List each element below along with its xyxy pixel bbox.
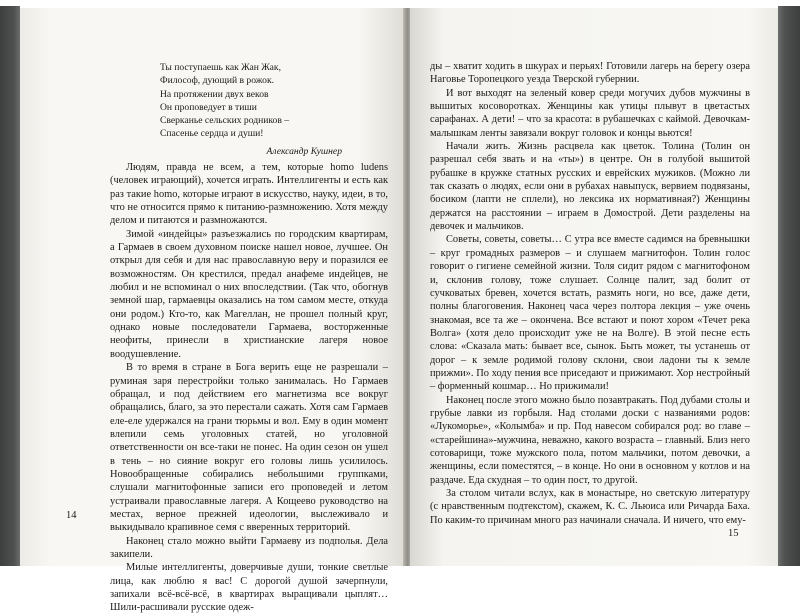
epigraph-line: Философ, дующий в рожок. <box>160 75 275 87</box>
right-page-body <box>430 60 750 527</box>
paragraph: Людям, правда не всем, а тем, которые homo ludens (человек играющий), хочется играть. Интеллигенты и есть как раз такие homo, которые играют в искусство, науку, идеи, в то, что не относится прямо к питанию-размножению. Хотя между делом и питаются и размножаются. <box>110 162 388 227</box>
paragraph: Наконец стало можно выйти Гармаеву из подполья. Дела закипели. <box>110 535 388 560</box>
book-cover-edge-right <box>778 6 800 566</box>
epigraph-line: Он проповедует в тиши <box>160 101 257 113</box>
left-page <box>20 8 405 614</box>
right-page <box>410 8 778 566</box>
paragraph: И вот выходят на зеленый ковер среди могучих дубов мужчины в вышитых косоворотках. Женщины как утицы плывут в цветастых сарафанах. А дети! – что за красота: в рубашечках с каймой. Девочкам-малышкам ленты завязали вокруг головок и концы вьются! <box>430 87 750 139</box>
left-page-body <box>110 161 388 615</box>
paragraph: Советы, советы, советы… С утра все вместе садимся на бревнышки – круг громадных размеров – и слушаем магнитофон. Толин голос говорит о гигиене семейной жизни. Толя сидит рядом с магнитофоном и, склонив голову, тоже слушает. Солнце палит, зад болит от сучковатых бревен, хочется встать, размять ноги, но все, даже дети, полны благоговения. Наконец часа через полтора лекция – уже очень знакомая, все та же – окончена. Все встают и поют хором «Течет река Волга» (хотя дело происходит уже не на Волге). В этой песне есть слова: «Сказала мать: бывает все, сынок. Быть может, ты устанешь от дорог – к земле родимой голову склони, свои ладони ты к земле прижми». По ходу пения все приседают и прижимают. Хор нестройный – форменный кошмар… Но прижимали! <box>430 234 750 393</box>
paragraph: За столом читали вслух, как в монастыре, но светскую литературу (с нравственным подтекстом), скажем, К. С. Льюиса или Ричарда Баха. По каким-то причинам много раз начинали сначала. И ничего, что ему- <box>430 488 750 526</box>
paragraph: Начали жить. Жизнь расцвела как цветок. Толина (Толин он разрешал себя звать и на «ты») в центре. Он в голубой вышитой рубашке в кружке статных русских и еврейских мужиков. (Можно ли так сказать о людях, если они в рубахах навыпуск, вервием подвязаны, босиком (лапти не сплели), но лексика их нормативная?) Женщины держатся на расстоянии – играем в Домострой. Дети разделены на девочек и мальчиков. <box>430 141 750 233</box>
paragraph: Наконец после этого можно было позавтракать. Под дубами столы и грубые лавки из горбыля. Над столами доски с названиями родов: «Лукоморье», «Колымба» и пр. Под навесом собирался род: во главе – «старейшина»-мужчина, неважно, какого возраста – главный. Близ него сотоварищи, тоже мужского пола, потом мальчики, потом девочки, а женщины, если поместятся, – в конце. Но они в основном у котлов и на раздаче. Еда скудная – то один пост, то другой. <box>430 394 750 486</box>
page-number-right: 15 <box>728 528 739 539</box>
epigraph-author: Александр Кушнер <box>266 145 342 157</box>
paragraph: В то время в стране в Бога верить еще не разрешали – руминая заря перестройки только занималась. Но Гармаев обращал, и под действием его магнетизма все вокруг обращались, благо, за это перестали сажать. Хотя сам Гармаев еле-еле удержался на грани тюрьмы и вол. Ему в один момент влепили семь уголовных статей, но уголовной ответственности он все-таки не понес. На один сезон он ушел в тень – но сияние вокруг его головы лишь усилилось. Новообращенные собирались небольшими группками, слушали магнитофонные записи его проповедей и летом устраивали православные лагеря. А Кощеево руководство на местах, верное прежней идеологии, выслеживало и выкидывало крапивное семя с вверенных территорий. <box>110 362 388 534</box>
epigraph-line: Спасенье сердца и души! <box>160 128 264 140</box>
epigraph-line: Сверканье сельских родников – <box>160 115 290 127</box>
epigraph-line: Ты поступаешь как Жан Жак, <box>160 62 281 73</box>
paragraph: Зимой «индейцы» разъезжались по городским квартирам, а Гармаев в своем духовном поиске нашел новое, лучшее. Он открыл для себя и для нас православную веру и поразился ее возможностям. Он крестился, предал анафеме индейцев, не любил и не вспоминал о них впоследствии. (Так что, обогнув земной шар, гармаевцы оказались на том самом месте, откуда они родом.) Кто-то, как Магеллан, не прошел полный круг, однако новые последователи Гармаева, восторженные неофиты, принесли в христианские лагеря новое воодушевление. <box>110 228 388 360</box>
book-cover-edge-left <box>0 6 20 566</box>
page-number-left: 14 <box>66 510 77 521</box>
paragraph: ды – хватит ходить в шкурах и перьях! Готовили лагерь на берегу озера Наговье Торопецкого уезда Тверской губернии. <box>430 61 750 86</box>
paragraph: Милые интеллигенты, доверчивые души, тонкие светлые лица, как люблю я вас! С дорогой душой зачерпнули, запихали всё-всё-всё, в квартирах выращивали цыплят… Шили-расшивали русские одеж- <box>110 562 388 614</box>
epigraph-line: На протяжении двух веков <box>160 88 269 100</box>
epigraph <box>160 61 390 158</box>
